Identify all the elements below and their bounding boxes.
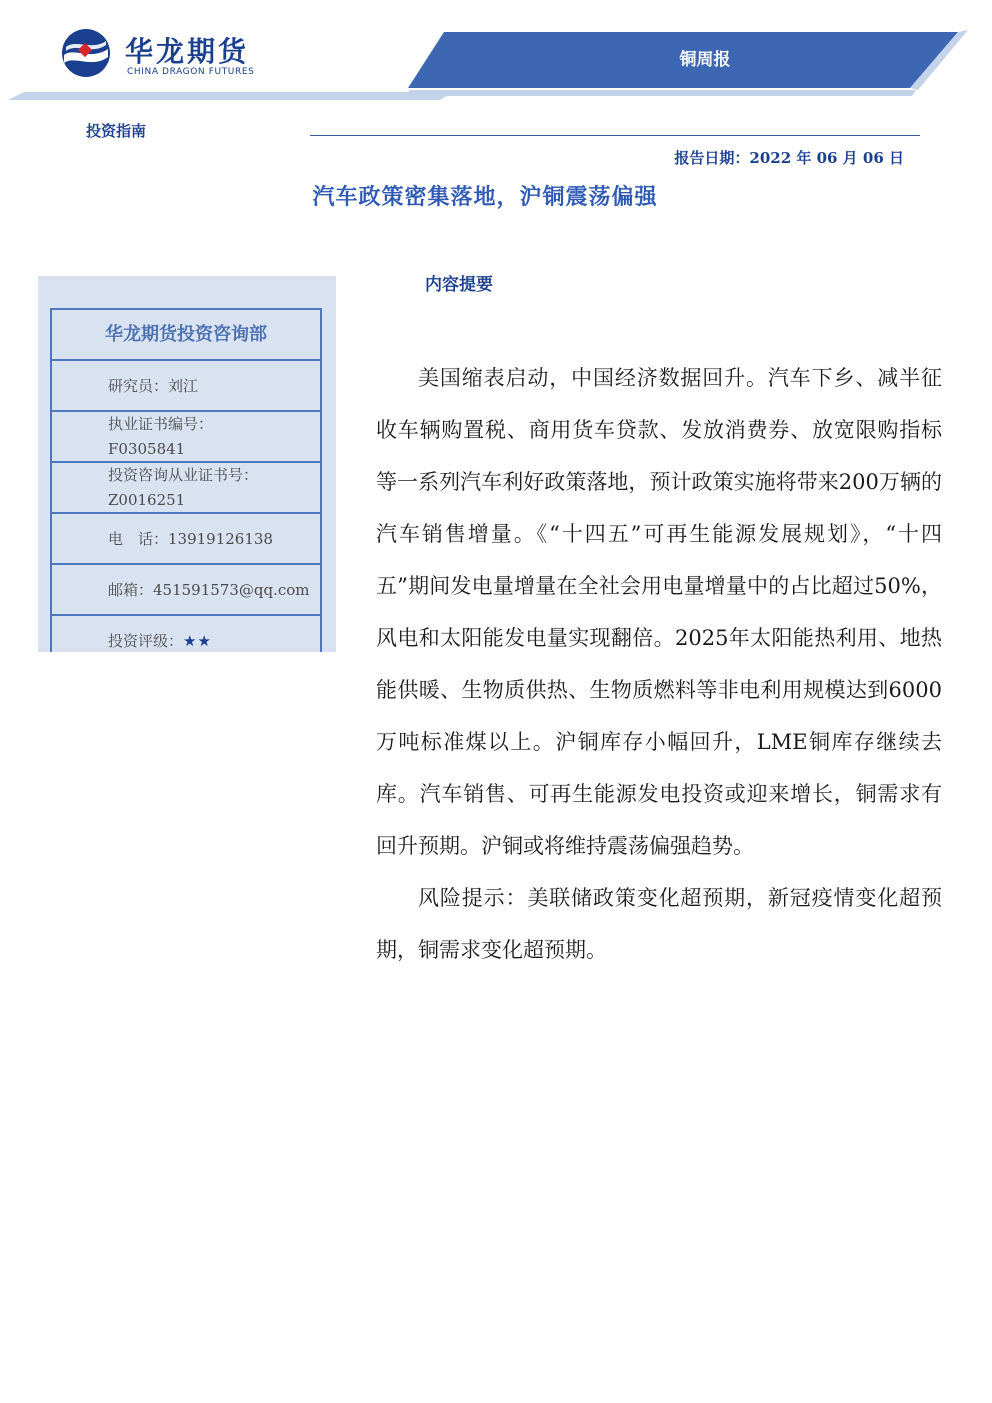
analyst-info-table — [50, 308, 322, 652]
investment-rating — [50, 616, 322, 652]
license-label: 执业证书编号： — [108, 414, 214, 433]
report-date: 报告日期：2022 年 06 月 06 日 — [674, 149, 904, 167]
license-value: F0305841 — [108, 439, 186, 458]
brand-name-cn: 华龙期货 — [125, 35, 250, 68]
brand-name-en: CHINA DRAGON FUTURES — [127, 67, 255, 77]
rating-stars-icon: ★★ — [183, 631, 212, 650]
section-label: 投资指南 — [86, 122, 147, 140]
summary-body — [376, 352, 942, 976]
page-title: 汽车政策密集落地，沪铜震荡偏强 — [312, 184, 658, 210]
analyst-info-panel — [38, 276, 336, 652]
department-name: 华龙期货投资咨询部 — [50, 308, 322, 361]
analyst-name: 研究员：刘江 — [50, 361, 322, 412]
email-address: 邮箱：451591573@qq.com — [50, 565, 322, 616]
license-number — [50, 412, 322, 463]
summary-paragraph: 美国缩表启动，中国经济数据回升。汽车下乡、减半征收车辆购置税、商用货车贷款、发放消费券、放宽限购指标等一系列汽车利好政策落地，预计政策实施将带来200万辆的汽车销售增量。《“十四五”可再生能源发展规划》，“十四五”期间发电量增量在全社会用电量增量中的占比超过50%，风电和太阳能发电量实现翻倍。2025年太阳能热利用、地热能供暖、生物质供热、生物质燃料等非电利用规模达到6000万吨标准煤以上。沪铜库存小幅回升，LME铜库存继续去库。汽车销售、可再生能源发电投资或迎来增长，铜需求有回升预期。沪铜或将维持震荡偏强趋势。 — [376, 366, 942, 858]
consult-license-value: Z0016251 — [108, 490, 186, 509]
rating-label: 投资评级： — [108, 631, 184, 650]
header-divider — [310, 135, 920, 136]
summary-heading: 内容提要 — [425, 275, 493, 295]
phone-number: 电 话：13919126138 — [50, 514, 322, 565]
risk-warning-paragraph: 风险提示：美联储政策变化超预期，新冠疫情变化超预期，铜需求变化超预期。 — [376, 886, 942, 962]
company-logo-icon — [60, 27, 112, 79]
report-type-label: 铜周报 — [679, 50, 731, 70]
consult-license-label: 投资咨询从业证书号： — [108, 465, 259, 484]
consult-license-number — [50, 463, 322, 514]
